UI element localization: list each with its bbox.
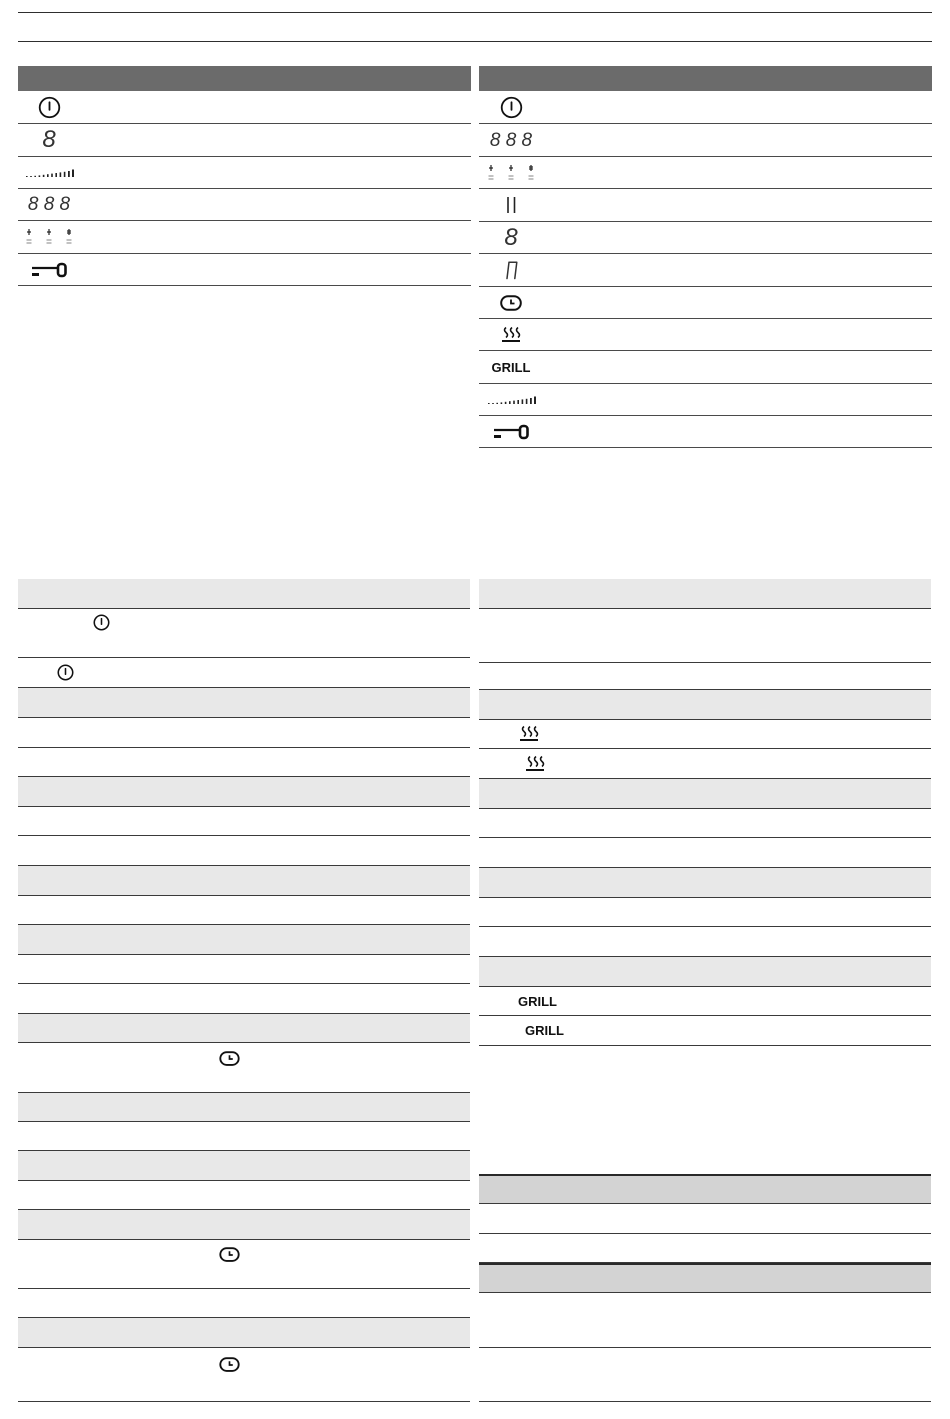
symbol-cell [18, 221, 80, 253]
table-row [479, 663, 931, 690]
symbol-cell [18, 254, 80, 285]
table-heading-row [18, 866, 470, 896]
table-row [479, 927, 931, 957]
grill-label: GRILL [518, 994, 557, 1009]
table-heading-row [18, 1318, 470, 1348]
symbol-row [479, 416, 932, 448]
power-level-bar-icon [487, 395, 536, 404]
cooking-zone-indicators-icon [26, 228, 72, 246]
table-row [18, 718, 470, 748]
display-digit: 8 [504, 223, 518, 251]
table-row [479, 1204, 931, 1234]
symbol-row [18, 124, 471, 157]
symbol-row [479, 287, 932, 319]
symbol-row [479, 222, 932, 254]
display-digits: 8 8 8 [489, 129, 533, 151]
symbol-row [18, 189, 471, 221]
table-row [479, 838, 931, 868]
table-row [479, 987, 931, 1016]
instruction-table-bottom-right [479, 1174, 931, 1402]
table-row [479, 1293, 931, 1348]
keep-warm-heat-icon [501, 326, 521, 343]
display-digits: 8 8 8 [27, 194, 71, 215]
table-heading-row [18, 1210, 470, 1240]
symbol-row [479, 351, 932, 384]
table-row [18, 836, 470, 866]
header-rule-top [18, 12, 932, 13]
table-row [18, 1348, 470, 1402]
table-heading-row [18, 1014, 470, 1043]
symbol-row [18, 254, 471, 286]
symbol-cell [479, 157, 543, 188]
instruction-table-left [18, 579, 470, 1402]
table-heading-row [479, 779, 931, 809]
table-row [479, 749, 931, 779]
segment-display-n-icon [504, 260, 518, 280]
table-heading-row [479, 579, 931, 609]
table-row [479, 1348, 931, 1402]
timer-clock-icon [219, 1357, 240, 1372]
symbol-row [479, 157, 932, 189]
table-row [18, 1122, 470, 1151]
header-rule-bottom [18, 41, 932, 42]
power-icon [57, 664, 74, 681]
table-row [18, 748, 470, 777]
table-heading-row [18, 1151, 470, 1181]
pause-bars-icon [505, 196, 517, 214]
keep-warm-heat-icon [519, 725, 539, 742]
key-lock-icon [31, 262, 67, 278]
power-icon [93, 614, 110, 631]
table-row [18, 658, 470, 688]
instruction-table-right [479, 579, 931, 1046]
symbol-cell [18, 91, 80, 123]
symbol-row [18, 157, 471, 189]
symbol-cell [479, 416, 543, 447]
power-icon [38, 96, 61, 119]
table-heading-row [18, 777, 470, 807]
symbol-row [479, 91, 932, 124]
table-header-bar [18, 66, 471, 91]
key-lock-icon [493, 424, 529, 440]
symbol-cell [479, 222, 543, 253]
table-row [479, 1016, 931, 1046]
table-row [18, 896, 470, 925]
table-heading-row [18, 1093, 470, 1122]
grill-label: GRILL [491, 359, 531, 375]
symbol-cell [479, 254, 543, 286]
keep-warm-heat-icon [525, 755, 545, 772]
symbol-row [479, 384, 932, 416]
symbol-cell [479, 319, 543, 350]
table-row [18, 955, 470, 984]
symbol-row [18, 91, 471, 124]
table-row [479, 1234, 931, 1263]
table-row [18, 1043, 470, 1093]
cooking-zone-indicators-icon [488, 164, 534, 182]
table-header-bar [479, 66, 932, 91]
power-level-bar-icon [25, 168, 74, 177]
table-heading-row [479, 957, 931, 987]
table-heading-row [18, 925, 470, 955]
table-heading-row [479, 868, 931, 898]
table-row [18, 807, 470, 836]
symbol-table-right [479, 66, 932, 448]
table-row [479, 809, 931, 838]
symbol-table-left [18, 66, 471, 286]
symbol-cell [479, 384, 543, 415]
table-row [18, 1289, 470, 1318]
table-row [18, 1181, 470, 1210]
symbol-cell [479, 351, 543, 383]
table-row [479, 720, 931, 749]
symbol-cell [18, 124, 80, 156]
table-row [18, 1240, 470, 1289]
symbol-cell [479, 91, 543, 123]
symbol-cell [18, 189, 80, 220]
table-heading-row [479, 1263, 931, 1293]
timer-clock-icon [500, 295, 522, 311]
symbol-row [479, 189, 932, 222]
symbol-row [479, 319, 932, 351]
symbol-cell [18, 157, 80, 188]
table-row [479, 609, 931, 663]
symbol-row [18, 221, 471, 254]
symbol-cell [479, 124, 543, 156]
table-heading-row [18, 579, 470, 609]
symbol-row [479, 124, 932, 157]
table-row [18, 609, 470, 658]
grill-label: GRILL [525, 1023, 564, 1038]
timer-clock-icon [219, 1247, 240, 1262]
symbol-cell [479, 189, 543, 221]
power-icon [500, 96, 523, 119]
display-digit: 8 [42, 126, 56, 153]
table-row [18, 984, 470, 1014]
table-heading-row [18, 688, 470, 718]
table-heading-row [479, 690, 931, 720]
timer-clock-icon [219, 1051, 240, 1066]
symbol-row [479, 254, 932, 287]
table-heading-row [479, 1174, 931, 1204]
table-row [479, 898, 931, 927]
symbol-cell [479, 287, 543, 318]
